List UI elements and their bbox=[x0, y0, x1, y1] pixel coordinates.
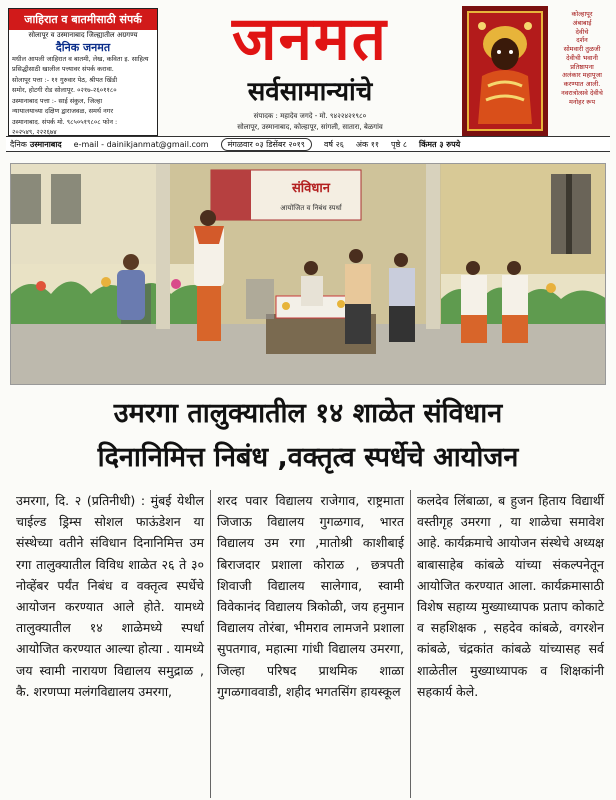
ad-text-line: उस्मानाबाद पत्ता :- साई संकुल, जिल्हा bbox=[12, 96, 103, 105]
ad-brand: दैनिक जनमत bbox=[55, 40, 111, 54]
advertisement-contact-box bbox=[8, 8, 158, 136]
side-note bbox=[552, 10, 612, 106]
issue-info-bar bbox=[6, 136, 610, 152]
edition-name: उस्मानाबाद bbox=[29, 139, 62, 149]
newspaper-title-block bbox=[164, 4, 456, 134]
paper-type: दैनिक bbox=[10, 139, 27, 149]
side-note-line: सोमवारी तुळजी bbox=[563, 45, 601, 54]
ad-text-line: सोलापूर पत्ता :- ११ गुरुवार पेठ, श्रीपत खिंडी bbox=[12, 75, 118, 84]
deity-illustration bbox=[462, 6, 548, 136]
editions-cities: सोलापूर, उस्मानाबाद, कोल्हापूर, सांगली, सातारा, बेळगांव bbox=[237, 123, 383, 131]
ad-text-line: न्यायालयाच्या दक्षिण द्वाराजवळ, समर्थ नगर bbox=[12, 107, 114, 116]
editor-line: संपादक : महादेव जगदे - मो. ९४२२४२१९८० bbox=[253, 112, 367, 120]
deity-image bbox=[462, 6, 548, 136]
ad-subheading: सोलापूर व उस्मानाबाद जिल्ह्यातील अग्रगण्य bbox=[28, 31, 138, 39]
banner-subtitle: आयोजित व निबंध स्पर्धा bbox=[280, 204, 342, 212]
banner-title: संविधान bbox=[292, 181, 330, 196]
ad-text-line: २०२५४९, २२२६७४ bbox=[12, 128, 57, 136]
ad-text-line: समोर, होटगी रोड सोलापूर. ०२१७-२६०११८० bbox=[12, 86, 117, 95]
issue-date: मंगळवार ०३ डिसेंबर २०१९ bbox=[221, 138, 312, 151]
newspaper-tagline: सर्वसामान्यांचे bbox=[247, 77, 373, 107]
side-note-line: दर्शन bbox=[576, 36, 588, 45]
ad-heading: जाहिरात व बातमीसाठी संपर्क bbox=[9, 9, 157, 30]
headline-line-2: दिनानिमित्त निबंध ,वक्तृत्व स्पर्धेचे आयोजन bbox=[97, 442, 519, 473]
side-note-line: नवरात्रोत्सवे देवीचे bbox=[561, 88, 603, 97]
headline-line-1: उमरगा तालुक्यातील १४ शाळेत संविधान bbox=[113, 398, 503, 429]
side-note-line: प्रतिष्ठापना bbox=[570, 62, 594, 71]
ad-text-line: उस्मानाबाद. संपर्क मो. ९८५०५१९८०८ फोन : bbox=[12, 117, 118, 126]
side-note-line: देवीची भवानी bbox=[566, 53, 598, 62]
article-headline bbox=[0, 392, 616, 480]
price: किंमत ३ रुपये bbox=[419, 139, 461, 149]
ad-text-line: मधील आपली जाहिरात व बातमी, लेख, कविता इ. साहित्य bbox=[12, 54, 149, 63]
email-address: e-mail - dainikjanmat@gmail.com bbox=[73, 139, 209, 149]
issue-number: अंक ११ bbox=[355, 139, 380, 149]
issue-year: वर्ष २६ bbox=[323, 139, 344, 149]
side-note-line: मनोहर रूप bbox=[568, 97, 596, 106]
side-note-line: करण्यात आली. bbox=[563, 80, 601, 89]
side-note-line: कोल्हापूर bbox=[571, 10, 593, 18]
newspaper-title: जनमत bbox=[232, 4, 388, 74]
article-body bbox=[10, 490, 610, 798]
page-count: पृष्ठे ८ bbox=[391, 139, 407, 149]
event-photo-illustration bbox=[11, 164, 606, 385]
event-photo bbox=[10, 163, 606, 385]
article-column-1: उमरगा, दि. २ (प्रतिनीधी) : मुंबई येथील चाईल्ड ड्रिम्स सोशल फाऊंडेशन या संस्थेच्या वतीने संविधान दिनानिमित्त उम रगा तालुक्यातील विविध शाळेत २६ ते ३० नोव्हेंबर पर्यंत निबंध व वक्तृत्व स्पर्धेचे आयोजन करण्यात आले होते. यामध्ये तालुक्यातील १४ शाळेमध्ये स्पर्धा आयोजित करण्यात आल्या होत्या . यामध्ये जय स्वामी नारायण विद्यालय समुद्राळ , कै. शरणप्पा मलंगविद्यालय उमरगा, bbox=[16, 493, 204, 699]
masthead bbox=[0, 0, 616, 156]
side-note-line: अंबाबाई bbox=[572, 18, 592, 27]
side-note-line: देवीचे bbox=[575, 27, 589, 36]
article-column-3: कलदेव लिंबाळा, ब हुजन हिताय विद्यार्थी वस्तीगृह उमरगा , या शाळेचा समावेश आहे. कार्यक्रमाचे आयोजन संस्थेचे अध्यक्ष बाबासाहेब कांबळे यांच्या संकल्पनेतून आयोजित करण्यात आला. कार्यक्रमासाठी विशेष सहाय्य मुख्याध्यापक प्रताप कोकाटे व सहशिक्षक , सहदेव कांबळे, वगरशेन कांबळे, चंद्रकांत कांबळे यांच्यासह सर्व शाळेतील मुख्याध्यापक व शिक्षकांनी सहकार्य केले. bbox=[410, 490, 610, 798]
article-column-2: शरद पवार विद्यालय राजेगाव, राष्ट्रमाता जिजाऊ विद्यालय गुगळगाव, भारत विद्यालय उम रगा ,मातोश्री काशीबाई बिराजदार प्रशाला कोराळ , छत्रपती शिवाजी विद्यालय सालेगाव, स्वामी विवेकानंद विद्यालय त्रिकोळी, जय हनुमान विद्यालय तोरंबा, भीमराव लामजने प्रशाला सुपतगाव, महात्मा गांधी विद्यालय उमरगा, जिल्हा परिषद प्राथमिक शाळा गुगळगाववाडी, शहीद भगतसिंग हायस्कूल bbox=[210, 490, 410, 798]
side-note-line: अलंकार महापूजा bbox=[562, 71, 602, 80]
ad-text-line: प्रसिद्धीसाठी खालील पत्त्यावर संपर्क करावा. bbox=[12, 65, 114, 74]
